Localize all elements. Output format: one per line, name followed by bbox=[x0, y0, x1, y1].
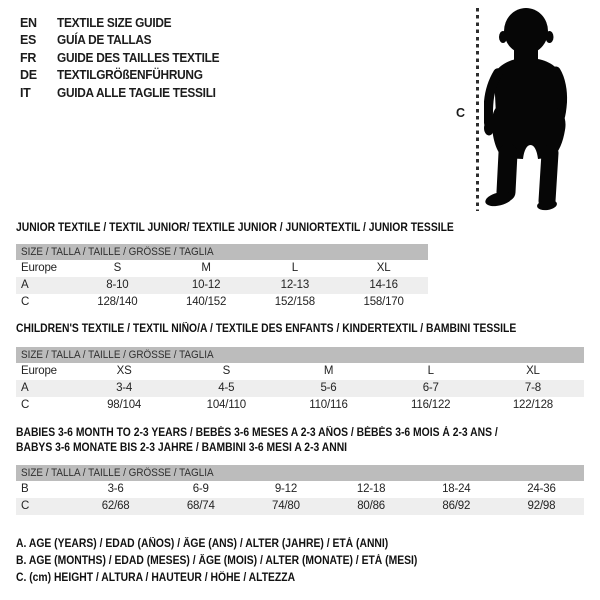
size-cell: 18-24 bbox=[442, 483, 471, 495]
language-row-de bbox=[20, 67, 228, 85]
table-title bbox=[16, 221, 502, 236]
size-cell: 80/86 bbox=[357, 500, 385, 512]
table-row-c bbox=[16, 397, 584, 414]
size-cell: 98/104 bbox=[107, 399, 142, 411]
language-code: DE bbox=[20, 68, 37, 83]
language-row-fr bbox=[20, 49, 228, 67]
child-silhouette-icon bbox=[484, 7, 584, 212]
language-code: ES bbox=[20, 33, 37, 48]
footnote-line-3 bbox=[16, 570, 462, 587]
table-section-3 bbox=[16, 426, 584, 515]
table-title bbox=[16, 322, 584, 337]
size-cell: 68/74 bbox=[186, 500, 215, 512]
table-row-c bbox=[16, 294, 428, 311]
language-code: FR bbox=[20, 50, 37, 65]
language-title-label: TEXTILE SIZE GUIDE bbox=[57, 15, 172, 30]
language-title-list bbox=[20, 14, 228, 102]
child-figure-area bbox=[450, 5, 598, 217]
size-cell: 110/116 bbox=[309, 399, 348, 411]
table-title-text: BABYS 3-6 MONATE BIS 2-3 JAHRE / BAMBINI 3-6 MESI A 2-3 ANNI bbox=[16, 442, 348, 454]
size-header-label: SIZE / TALLA / TAILLE / GRÖSSE / TAGLIA bbox=[21, 246, 214, 258]
language-code: EN bbox=[20, 15, 37, 30]
row-label: A bbox=[21, 382, 29, 394]
height-measure-dashed-line bbox=[476, 8, 479, 211]
size-header-label: SIZE / TALLA / TAILLE / GRÖSSE / TAGLIA bbox=[21, 467, 214, 479]
size-cell: M bbox=[323, 365, 334, 377]
size-cell: 12-13 bbox=[280, 279, 310, 291]
size-cell: 158/170 bbox=[363, 296, 404, 308]
row-label: A bbox=[21, 279, 29, 291]
table-row-b bbox=[16, 481, 584, 498]
size-cell: 24-36 bbox=[527, 483, 556, 495]
size-header-bar bbox=[16, 347, 584, 363]
size-cell: 74/80 bbox=[272, 500, 300, 512]
size-cell: 8-10 bbox=[106, 279, 129, 291]
language-row-es bbox=[20, 32, 228, 50]
table-row-c bbox=[16, 498, 584, 515]
size-cell: 3-4 bbox=[116, 382, 133, 394]
footnotes bbox=[16, 536, 462, 587]
size-cell: 6-7 bbox=[422, 382, 439, 394]
table-section-1 bbox=[16, 221, 502, 311]
size-header-bar bbox=[16, 244, 428, 260]
table-title-text: CHILDREN'S TEXTILE / TEXTIL NIÑO/A / TEXTILE DES ENFANTS / KINDERTEXTIL / BAMBINI TESSILE bbox=[16, 323, 517, 335]
row-label: B bbox=[21, 483, 29, 495]
footnote-text: A. AGE (YEARS) / EDAD (AÑOS) / ÂGE (ANS) / ALTER (JAHRE) / ETÀ (ANNI) bbox=[16, 538, 389, 550]
size-cell: 116/122 bbox=[411, 399, 451, 411]
size-cell: 9-12 bbox=[274, 483, 298, 495]
footnote-text: C. (cm) HEIGHT / ALTURA / HAUTEUR / HÖHE / ALTEZZA bbox=[16, 572, 296, 584]
table-row-europe bbox=[16, 260, 428, 277]
size-cell: 14-16 bbox=[369, 279, 398, 291]
size-cell: 86/92 bbox=[442, 500, 471, 512]
size-cell: 10-12 bbox=[191, 279, 221, 291]
row-label: Europe bbox=[21, 365, 57, 377]
language-title-label: GUÍA DE TALLAS bbox=[57, 33, 152, 48]
table-row-a bbox=[16, 277, 428, 294]
language-title-label: TEXTILGRÖßENFÜHRUNG bbox=[57, 68, 203, 83]
table-section-2 bbox=[16, 322, 584, 414]
language-row-it bbox=[20, 84, 228, 102]
language-row-en bbox=[20, 14, 228, 32]
size-cell: 4-5 bbox=[218, 382, 235, 394]
size-cell: 5-6 bbox=[320, 382, 337, 394]
table-row-europe bbox=[16, 363, 584, 380]
table-title-text: JUNIOR TEXTILE / TEXTIL JUNIOR/ TEXTILE JUNIOR / JUNIORTEXTIL / JUNIOR TESSILE bbox=[16, 222, 454, 234]
size-cell: 6-9 bbox=[192, 483, 209, 495]
footnote-text: B. AGE (MONTHS) / EDAD (MESES) / ÂGE (MOIS) / ALTER (MONATE) / ETÀ (MESI) bbox=[16, 555, 418, 567]
size-header-label: SIZE / TALLA / TAILLE / GRÖSSE / TAGLIA bbox=[21, 349, 214, 361]
table-title bbox=[16, 441, 584, 456]
language-title-label: GUIDA ALLE TAGLIE TESSILI bbox=[57, 85, 216, 100]
row-label: C bbox=[21, 500, 30, 512]
size-cell: 122/128 bbox=[512, 399, 553, 411]
size-cell: 12-18 bbox=[356, 483, 386, 495]
size-header-bar bbox=[16, 465, 584, 481]
size-cell: 62/68 bbox=[101, 500, 130, 512]
language-code: IT bbox=[20, 85, 31, 100]
footnote-line-1 bbox=[16, 536, 462, 553]
size-cell: 92/98 bbox=[527, 500, 556, 512]
row-label: C bbox=[21, 296, 30, 308]
size-table bbox=[16, 244, 428, 311]
row-label: C bbox=[21, 399, 30, 411]
size-cell: S bbox=[222, 365, 231, 377]
size-table bbox=[16, 347, 584, 414]
size-cell: 3-6 bbox=[107, 483, 124, 495]
size-cell: 152/158 bbox=[274, 296, 315, 308]
row-label: Europe bbox=[21, 262, 57, 274]
size-cell: L bbox=[427, 365, 434, 377]
size-cell: 128/140 bbox=[97, 296, 138, 308]
table-row-a bbox=[16, 380, 584, 397]
size-cell: 140/152 bbox=[186, 296, 227, 308]
size-cell: XL bbox=[526, 365, 540, 377]
size-table bbox=[16, 465, 584, 515]
table-title-text: BABIES 3-6 MONTH TO 2-3 YEARS / BEBÉS 3-6 MESES A 2-3 AÑOS / BÉBÉS 3-6 MOIS À 2-3 ANS / bbox=[16, 427, 498, 439]
language-title-label: GUIDE DES TAILLES TEXTILE bbox=[57, 50, 220, 65]
size-cell: 104/110 bbox=[206, 399, 246, 411]
size-cell: L bbox=[291, 262, 298, 274]
size-cell: S bbox=[113, 262, 122, 274]
table-title bbox=[16, 426, 584, 441]
size-cell: M bbox=[201, 262, 211, 274]
height-measure-label: C bbox=[456, 106, 466, 120]
footnote-line-2 bbox=[16, 553, 462, 570]
size-cell: 7-8 bbox=[524, 382, 541, 394]
size-cell: XS bbox=[116, 365, 132, 377]
size-cell: XL bbox=[376, 262, 391, 274]
